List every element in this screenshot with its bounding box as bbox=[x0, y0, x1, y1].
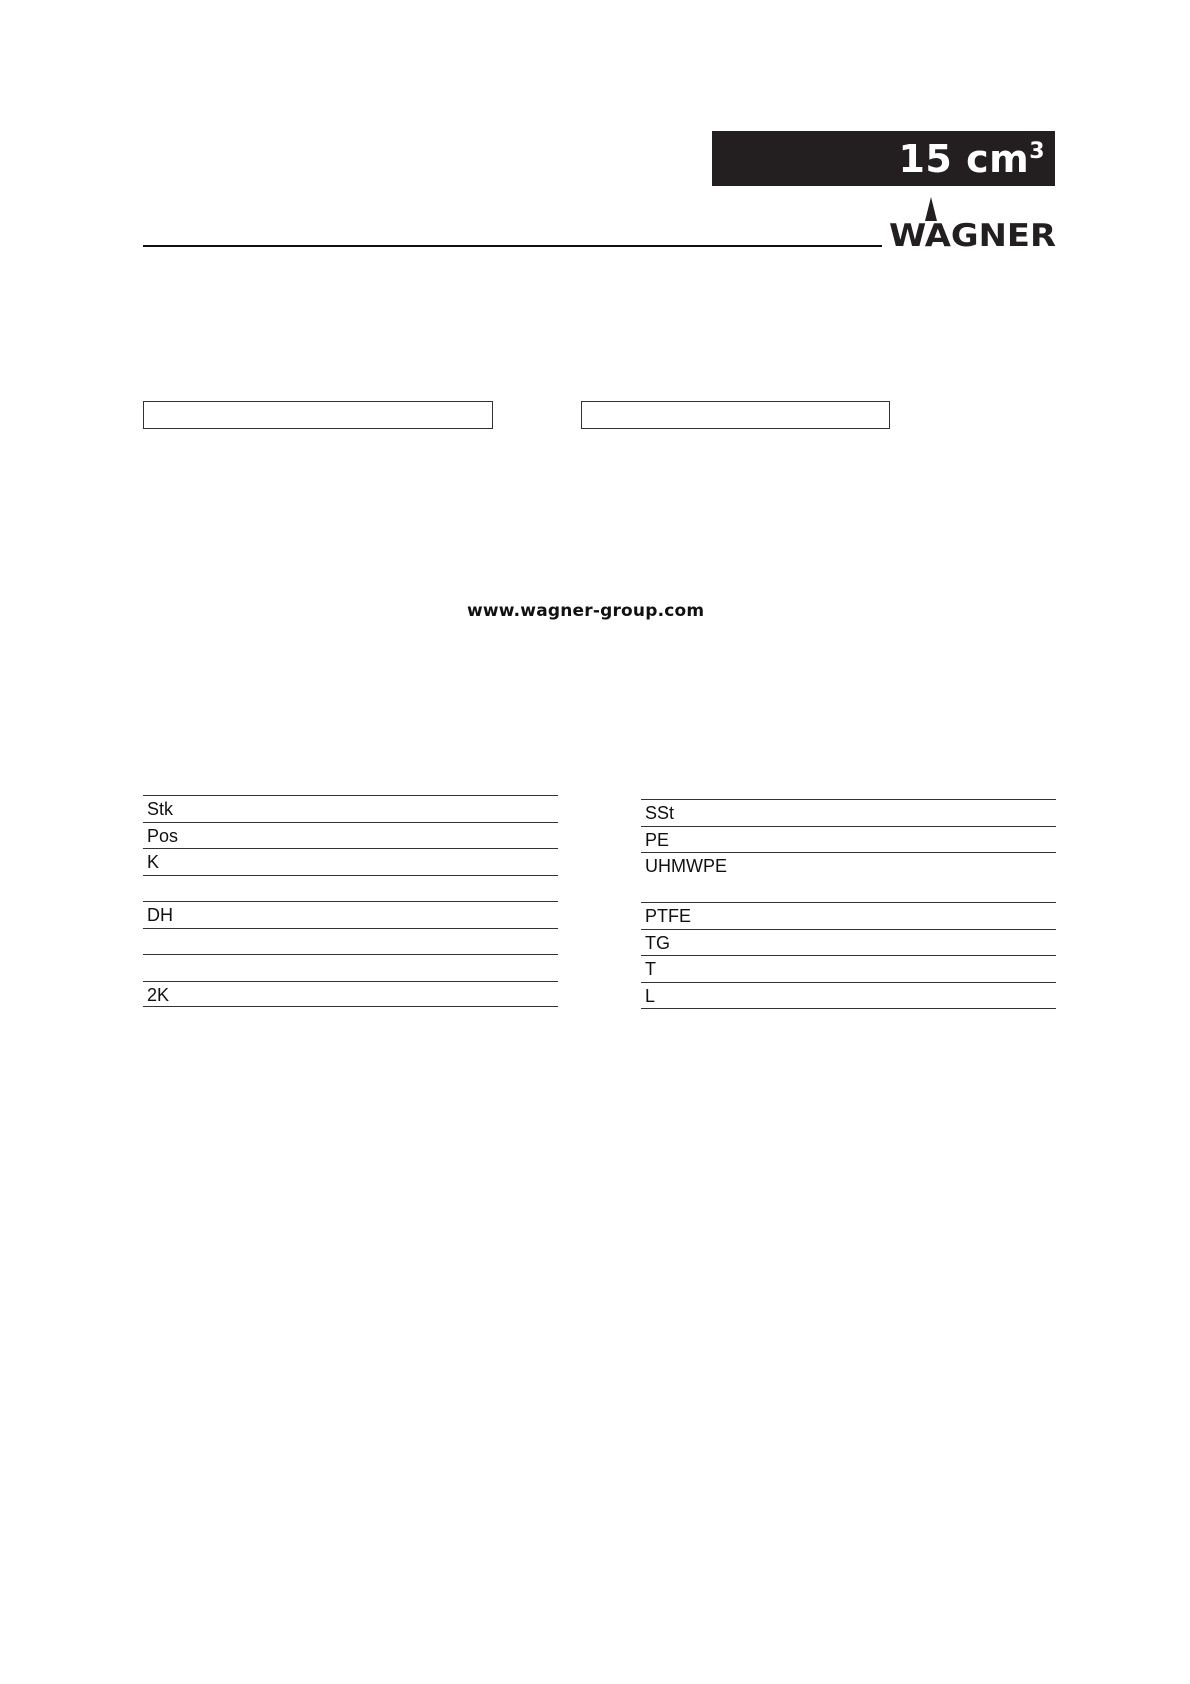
abbreviation-label: UHMWPE bbox=[645, 856, 727, 877]
abbreviation-row bbox=[143, 875, 558, 902]
abbreviation-label: PTFE bbox=[645, 906, 692, 927]
abbreviation-label: TG bbox=[645, 932, 670, 953]
abbreviation-row bbox=[641, 852, 1056, 902]
abbreviation-list-right bbox=[641, 799, 1056, 1009]
abbreviation-row bbox=[143, 901, 558, 928]
abbreviation-row bbox=[641, 826, 1056, 853]
abbreviation-label: T bbox=[645, 959, 656, 980]
input-box-right bbox=[581, 401, 890, 429]
abbreviation-label: Stk bbox=[147, 799, 174, 819]
abbreviation-row bbox=[143, 928, 558, 955]
abbreviation-row bbox=[143, 981, 558, 1008]
volume-title bbox=[898, 136, 1045, 181]
abbreviation-row bbox=[143, 795, 558, 822]
abbreviation-list-left bbox=[143, 795, 558, 1007]
abbreviation-row bbox=[641, 982, 1056, 1009]
abbreviation-label: K bbox=[147, 852, 160, 872]
website-link[interactable]: www.wagner-group.com bbox=[467, 601, 705, 621]
abbreviation-label: DH bbox=[147, 905, 173, 925]
header-rule bbox=[143, 245, 882, 247]
title-block bbox=[712, 131, 1055, 186]
input-box-left bbox=[143, 401, 493, 429]
abbreviation-row bbox=[641, 799, 1056, 826]
abbreviation-row bbox=[143, 848, 558, 875]
abbreviation-label: L bbox=[645, 985, 656, 1006]
abbreviation-label: Pos bbox=[147, 825, 179, 846]
abbreviation-label: SSt bbox=[645, 803, 675, 823]
svg-text:WAGNER: WAGNER bbox=[889, 218, 1056, 249]
volume-superscript: 3 bbox=[1029, 138, 1045, 164]
abbreviation-row bbox=[641, 902, 1056, 929]
abbreviation-label: 2K bbox=[147, 984, 170, 1005]
abbreviation-row bbox=[143, 822, 558, 849]
wagner-logo bbox=[889, 197, 1056, 249]
abbreviation-label: PE bbox=[645, 829, 670, 850]
abbreviation-row bbox=[641, 955, 1056, 982]
volume-number: 15 cm bbox=[898, 136, 1030, 181]
abbreviation-row bbox=[143, 954, 558, 981]
abbreviation-row bbox=[641, 929, 1056, 956]
